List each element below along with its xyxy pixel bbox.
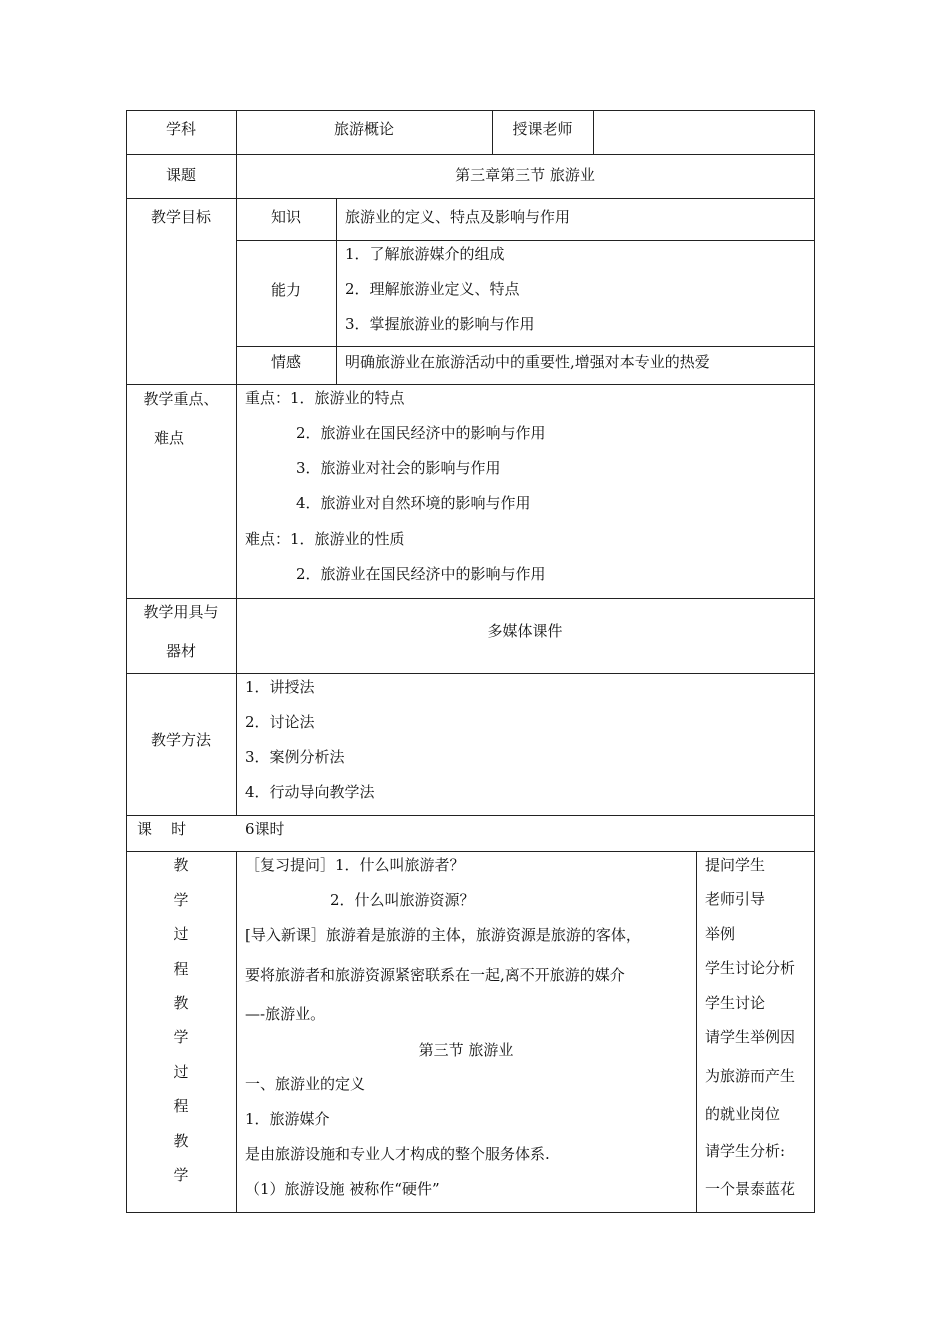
process-note: 一个景泰蓝花 bbox=[705, 1180, 796, 1198]
process-label-char: 学 bbox=[173, 1028, 189, 1046]
subject-label: 学科 bbox=[165, 120, 196, 138]
process-line: ［复习提问］1．什么叫旅游者？ bbox=[245, 856, 465, 874]
keypoint-line: 难点：1．旅游业的性质 bbox=[245, 530, 405, 548]
process-note: 请学生举例因 bbox=[705, 1028, 796, 1046]
keypoints-label-2: 难点 bbox=[153, 429, 184, 447]
keypoint-line: 2．旅游业在国民经济中的影响与作用 bbox=[296, 424, 546, 442]
tools-label: 教学用具与 bbox=[143, 603, 219, 621]
method-item: 3．案例分析法 bbox=[245, 748, 345, 766]
tools-value: 多媒体课件 bbox=[487, 622, 563, 640]
process-label-char: 程 bbox=[173, 960, 189, 978]
process-section-title: 第三节 旅游业 bbox=[418, 1041, 514, 1059]
topic-label: 课题 bbox=[165, 166, 196, 184]
process-label-char: 程 bbox=[173, 1097, 189, 1115]
process-note: 学生讨论分析 bbox=[705, 959, 796, 977]
method-item: 4．行动导向教学法 bbox=[245, 783, 375, 801]
emotion-value: 明确旅游业在旅游活动中的重要性,增强对本专业的热爱 bbox=[345, 353, 710, 371]
method-item: 2．讨论法 bbox=[245, 713, 315, 731]
process-line: 1．旅游媒介 bbox=[245, 1110, 330, 1128]
process-note: 举例 bbox=[705, 925, 736, 943]
ability-item: 3．掌握旅游业的影响与作用 bbox=[345, 315, 535, 333]
method-item: 1．讲授法 bbox=[245, 678, 315, 696]
subject-value: 旅游概论 bbox=[333, 120, 394, 138]
process-label-char: 教 bbox=[173, 1132, 189, 1150]
keypoint-line: 2．旅游业在国民经济中的影响与作用 bbox=[296, 565, 546, 583]
ability-item: 1．了解旅游媒介的组成 bbox=[345, 245, 505, 263]
ability-item: 2．理解旅游业定义、特点 bbox=[345, 280, 520, 298]
process-label-char: 学 bbox=[173, 1166, 189, 1184]
keypoint-line: 重点：1．旅游业的特点 bbox=[245, 389, 405, 407]
process-note: 请学生分析: bbox=[705, 1142, 786, 1160]
knowledge-label: 知识 bbox=[270, 208, 301, 226]
process-note: 的就业岗位 bbox=[705, 1105, 781, 1123]
process-line: 2．什么叫旅游资源？ bbox=[330, 891, 475, 909]
hours-label: 课 时 bbox=[137, 820, 187, 838]
process-line: —-旅游业。 bbox=[245, 1005, 326, 1023]
process-line: 一、旅游业的定义 bbox=[245, 1075, 366, 1093]
process-line: 要将旅游者和旅游资源紧密联系在一起,离不开旅游的媒介 bbox=[245, 966, 625, 984]
process-line: （1）旅游设施 被称作“硬件” bbox=[245, 1180, 440, 1198]
process-label-char: 过 bbox=[173, 925, 189, 943]
tools-label-2: 器材 bbox=[165, 642, 196, 660]
process-note: 提问学生 bbox=[705, 856, 766, 874]
keypoint-line: 3．旅游业对社会的影响与作用 bbox=[296, 459, 501, 477]
keypoints-label: 教学重点、 bbox=[143, 390, 219, 408]
process-note: 学生讨论 bbox=[705, 994, 766, 1012]
topic-value: 第三章第三节 旅游业 bbox=[455, 166, 595, 184]
emotion-label: 情感 bbox=[270, 353, 301, 371]
teacher-label: 授课老师 bbox=[512, 120, 573, 138]
process-note: 为旅游而产生 bbox=[705, 1067, 796, 1085]
process-line: [导入新课］旅游着是旅游的主体，旅游资源是旅游的客体， bbox=[245, 926, 641, 944]
process-note: 老师引导 bbox=[705, 890, 766, 908]
ability-label: 能力 bbox=[270, 281, 301, 299]
knowledge-value: 旅游业的定义、特点及影响与作用 bbox=[345, 208, 571, 226]
hours-value: 6课时 bbox=[245, 820, 285, 838]
process-line: 是由旅游设施和专业人才构成的整个服务体系. bbox=[245, 1145, 550, 1163]
methods-label: 教学方法 bbox=[150, 731, 211, 749]
process-label-char: 教 bbox=[173, 856, 189, 874]
goals-label: 教学目标 bbox=[150, 208, 211, 226]
keypoint-line: 4．旅游业对自然环境的影响与作用 bbox=[296, 494, 531, 512]
process-label-char: 学 bbox=[173, 891, 189, 909]
process-label-char: 过 bbox=[173, 1063, 189, 1081]
process-label-char: 教 bbox=[173, 994, 189, 1012]
